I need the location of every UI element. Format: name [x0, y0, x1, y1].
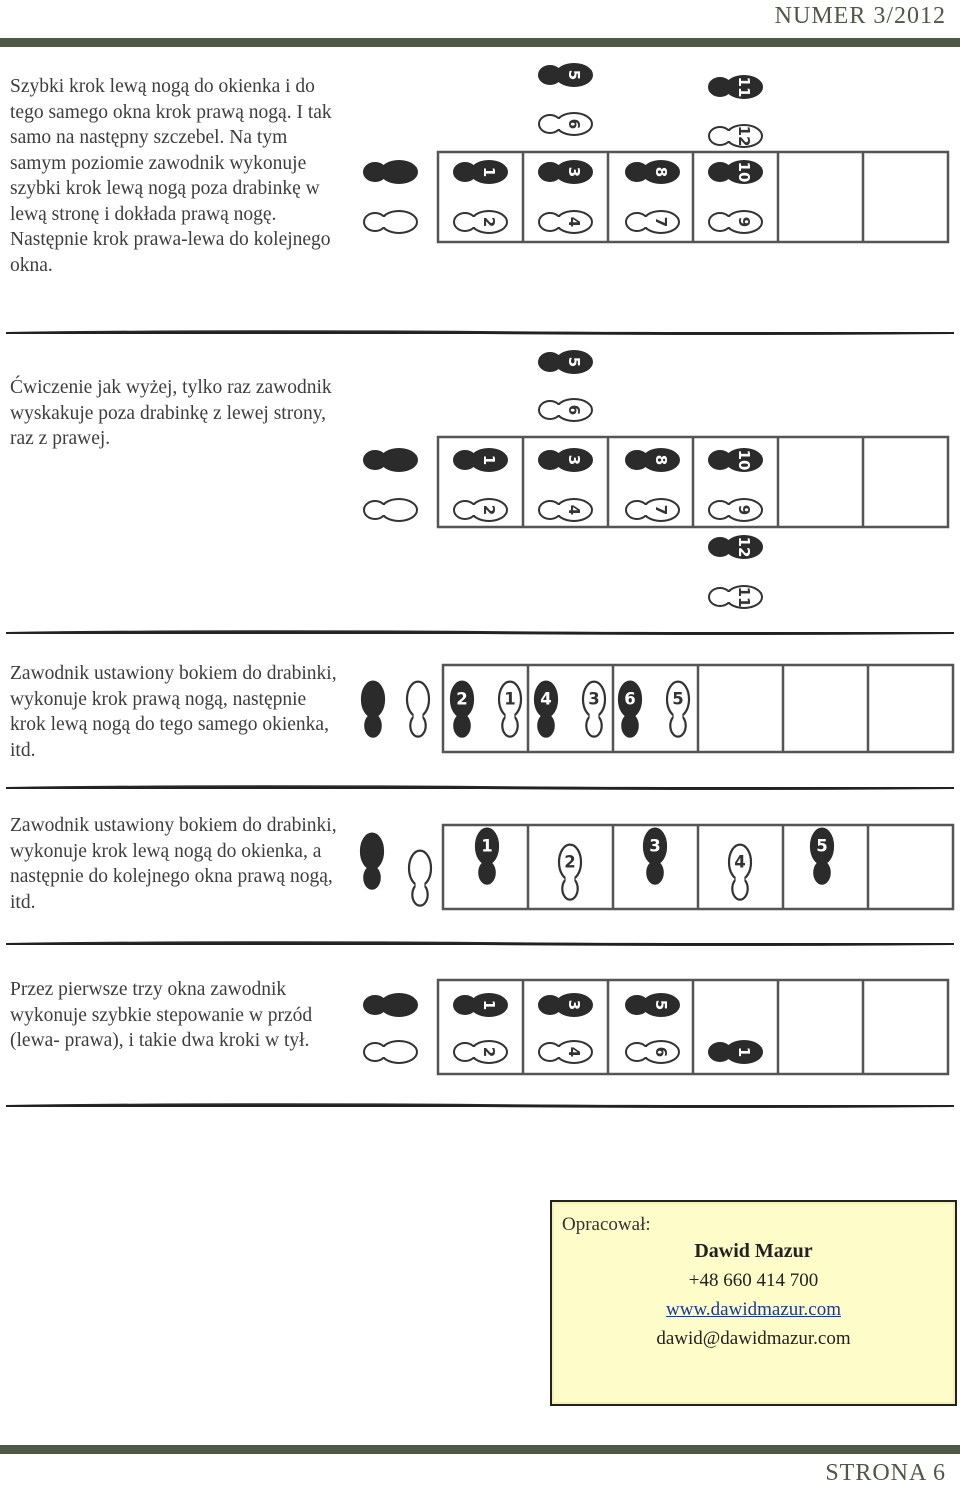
ladder-diagram-3: [0, 660, 960, 780]
footprint-right: [539, 211, 592, 233]
footprint-left: [539, 449, 592, 471]
footprint-right: [539, 399, 592, 421]
step-number: 4: [734, 852, 746, 872]
step-number: 1: [480, 166, 498, 178]
step-number: 1: [504, 689, 516, 709]
footprint-left: [709, 76, 762, 98]
step-number: 7: [652, 504, 670, 516]
footprint-left: [709, 449, 762, 471]
ladder-diagram-1: [0, 0, 960, 320]
step-number: 6: [652, 1046, 670, 1058]
ladder-diagram-2: [0, 340, 960, 640]
footprint-right: [559, 845, 581, 900]
author-website-link[interactable]: www.dawidmazur.com: [666, 1299, 841, 1320]
step-number: 1: [480, 999, 498, 1011]
footprint-left: [626, 449, 679, 471]
step-number: 10: [735, 161, 753, 183]
author-name: Dawid Mazur: [694, 1240, 813, 1262]
footprint-left: [644, 829, 666, 884]
step-number: 1: [481, 836, 493, 856]
footprint-left: [539, 64, 592, 86]
footprint-right: [626, 499, 679, 521]
footprint-left: [476, 829, 498, 884]
footprint-left: [619, 682, 641, 737]
footprint-left: [451, 682, 473, 737]
step-number: 8: [652, 454, 670, 466]
step-number: 2: [564, 852, 576, 872]
footprint-left: [626, 161, 679, 183]
step-number: 5: [672, 689, 684, 709]
step-number: 5: [816, 836, 828, 856]
footprint-right: [539, 113, 592, 135]
step-number: 3: [565, 999, 583, 1011]
footprint-left: [539, 351, 592, 373]
author-phone: +48 660 414 700: [688, 1270, 819, 1291]
section-text-4: Zawodnik ustawiony bokiem do drabinki, wykonuje krok lewą nogą do okienka, a następnie do kolejnego okna prawą nogą, itd.: [10, 815, 337, 913]
agility-ladder: [438, 980, 948, 1074]
step-number: 6: [565, 118, 583, 130]
footprint-right: [539, 1041, 592, 1063]
step-number: 2: [480, 504, 498, 516]
footprint-left: [364, 161, 417, 183]
author-credit-box: [550, 1200, 957, 1406]
step-number: 7: [652, 216, 670, 228]
footprint-right: [364, 499, 417, 521]
footprint-right: [709, 499, 762, 521]
footprint-left: [454, 449, 507, 471]
footprint-left: [626, 994, 679, 1016]
step-number: 11: [735, 76, 753, 98]
section-text-5: Przez pierwsze trzy okna zawodnik wykonuje szybkie stepowanie w przód (lewa- prawa), i takie dwa kroki w tył.: [10, 979, 313, 1051]
footprint-right: [729, 845, 751, 900]
section-text-2: Ćwiczenie jak wyżej, tylko raz zawodnik wyskakuje poza drabinkę z lewej strony, raz z prawej.: [10, 377, 332, 449]
footprint-right: [626, 211, 679, 233]
footprint-left: [364, 994, 417, 1016]
footprint-right: [499, 682, 521, 737]
step-number: 2: [480, 1046, 498, 1058]
step-number: 3: [565, 166, 583, 178]
footprint-right: [454, 211, 507, 233]
step-number: 4: [565, 1046, 583, 1058]
footprint-right: [667, 682, 689, 737]
step-number: 12: [735, 536, 753, 558]
footprint-right: [454, 499, 507, 521]
step-number: 5: [565, 356, 583, 368]
footprint-left: [539, 161, 592, 183]
footprint-right: [583, 682, 605, 737]
agility-ladder: [443, 825, 953, 909]
footprint-right: [709, 586, 762, 608]
footprint-right: [409, 851, 431, 906]
step-number: 5: [652, 999, 670, 1011]
step-number: 12: [735, 125, 753, 147]
step-number: 1: [735, 1046, 753, 1058]
footprint-right: [709, 125, 762, 147]
step-number: 9: [735, 504, 753, 516]
section-divider: [6, 1098, 954, 1112]
footprint-left: [709, 161, 762, 183]
step-number: 3: [565, 454, 583, 466]
footprint-left: [709, 1041, 762, 1063]
step-number: 11: [735, 586, 753, 608]
step-number: 6: [624, 689, 636, 709]
step-number: 2: [480, 216, 498, 228]
footprint-right: [539, 499, 592, 521]
agility-ladder: [438, 152, 948, 242]
credit-label: Opracował:: [562, 1214, 651, 1235]
footprint-left: [535, 682, 557, 737]
footprint-right: [364, 211, 417, 233]
footprint-left: [539, 994, 592, 1016]
footprint-left: [454, 994, 507, 1016]
footprint-right: [364, 1041, 417, 1063]
footprint-right: [407, 682, 429, 737]
step-number: 1: [480, 454, 498, 466]
author-email: dawid@dawidmazur.com: [656, 1328, 851, 1349]
footer-bar: [0, 1445, 960, 1454]
page-number: STRONA 6: [825, 1460, 946, 1486]
section-text-3: Zawodnik ustawiony bokiem do drabinki, wykonuje krok prawą nogą, następnie krok lewą nogą do tego samego okienka, itd.: [10, 663, 337, 761]
step-number: 6: [565, 404, 583, 416]
footprint-left: [361, 834, 383, 889]
step-number: 5: [565, 69, 583, 81]
step-number: 8: [652, 166, 670, 178]
ladder-diagram-4: [0, 815, 960, 925]
footprint-left: [454, 161, 507, 183]
section-text-1: Szybki krok lewą nogą do okienka i do tego samego okna krok prawą nogą. I tak samo na następny szczebel. Na tym samym poziomie zawodnik wykonuje szybki krok lewą nogą poza drabinkę w lewą stronę i dokłada prawą nogę. Następnie krok prawa-lewa do kolejnego okna.: [10, 76, 332, 276]
section-divider: [6, 325, 954, 339]
agility-ladder: [438, 437, 948, 527]
ladder-diagram-5: [0, 970, 960, 1080]
section-divider: [6, 780, 954, 794]
step-number: 3: [588, 689, 600, 709]
footprint-left: [364, 449, 417, 471]
step-number: 2: [456, 689, 468, 709]
step-number: 4: [565, 504, 583, 516]
step-number: 9: [735, 216, 753, 228]
step-number: 3: [649, 836, 661, 856]
footprint-left: [811, 829, 833, 884]
footprint-left: [709, 536, 762, 558]
step-number: 4: [565, 216, 583, 228]
footprint-right: [709, 211, 762, 233]
section-divider: [6, 936, 954, 950]
footprint-right: [626, 1041, 679, 1063]
footprint-right: [454, 1041, 507, 1063]
footprint-left: [362, 682, 384, 737]
issue-number: NUMER 3/2012: [774, 3, 946, 29]
step-number: 10: [735, 449, 753, 471]
section-divider: [6, 625, 954, 639]
step-number: 4: [540, 689, 552, 709]
